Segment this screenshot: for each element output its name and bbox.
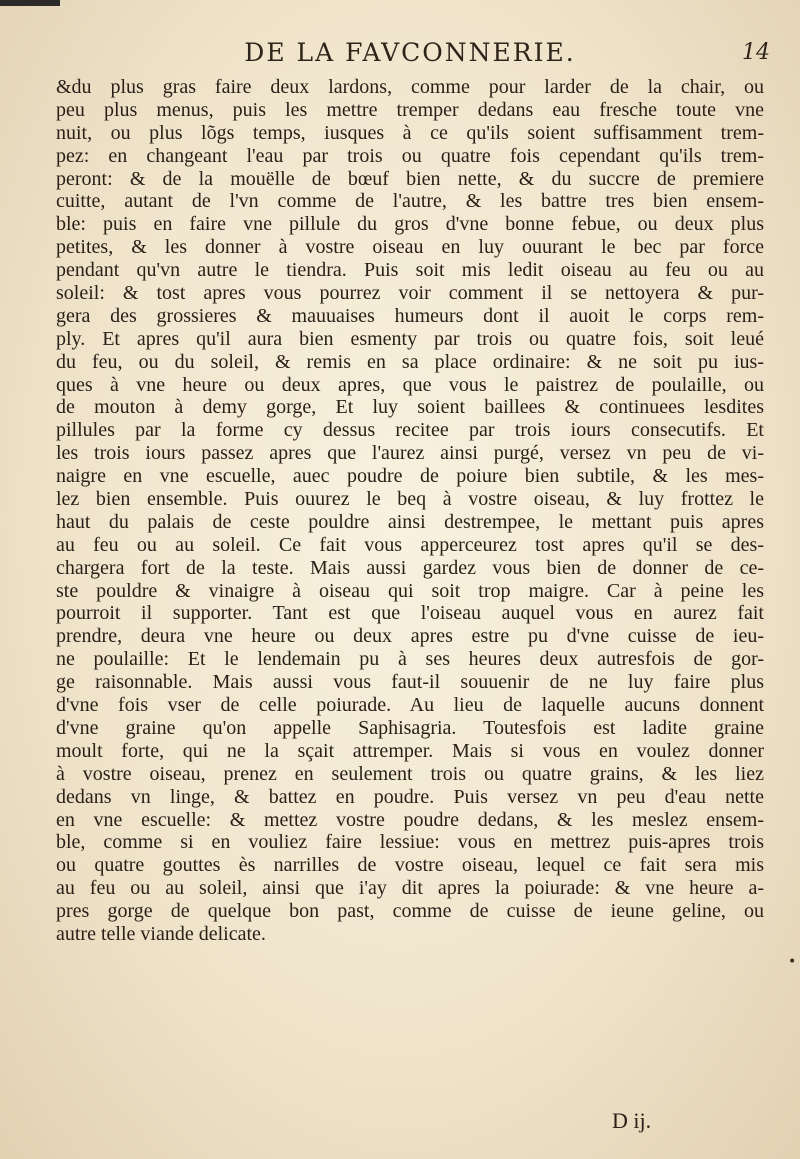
- text-line: ste pouldre & vinaigre à oiseau qui soit trop maigre. Car à peine les: [56, 579, 764, 602]
- text-line: ge raisonnable. Mais aussi vous faut-il souuenir de ne luy faire plus: [56, 671, 764, 694]
- text-line: soleil: & tost apres vous pourrez voir comment il se nettoyera & pur-: [56, 282, 764, 305]
- text-line: peu plus menus, puis les mettre tremper dedans eau fresche toute vne: [56, 98, 764, 121]
- page-header: [50, 38, 770, 72]
- text-line: haut du palais de ceste pouldre ainsi destrempee, le mettant puis apres: [56, 510, 764, 533]
- text-line: pez: en changeant l'eau par trois ou quatre fois cependant qu'ils trem-: [56, 144, 764, 167]
- scan-corner-mark: [0, 0, 60, 6]
- text-line: chargera fort de la teste. Mais aussi gardez vous bien de donner de ce-: [56, 556, 764, 579]
- text-line: de mouton à demy gorge, Et luy soient baillees & continuees lesdites: [56, 396, 764, 419]
- text-line: à vostre oiseau, prenez en seulement trois ou quatre grains, & les liez: [56, 762, 764, 785]
- text-line: d'vne fois vser de celle poiurade. Au lieu de laquelle aucuns donnent: [56, 694, 764, 717]
- text-line: d'vne graine qu'on appelle Saphisagria. Toutesfois est ladite graine: [56, 716, 764, 739]
- text-line: pendant qu'vn autre le tiendra. Puis soit mis ledit oiseau au feu ou au: [56, 259, 764, 282]
- text-line: petites, & les donner à vostre oiseau en luy ouurant le bec par force: [56, 236, 764, 259]
- margin-mark: •: [788, 954, 797, 970]
- text-line: ques à vne heure ou deux apres, que vous le paistrez de poulaille, ou: [56, 373, 764, 396]
- text-line: nuit, ou plus lõgs temps, iusques à ce qu'ils soient suffisamment trem-: [56, 121, 764, 144]
- page-number: 14: [742, 40, 770, 65]
- text-line: pourroit il supporter. Tant est que l'oiseau auquel vous en aurez fait: [56, 602, 764, 625]
- text-line: autre telle viande delicate.: [56, 922, 266, 945]
- text-line: les trois iours passez apres que l'aurez ainsi purgé, versez vn peu de vi-: [56, 442, 764, 465]
- text-line: peront: & de la mouëlle de bœuf bien nette, & du succre de premiere: [56, 167, 764, 190]
- text-line: prendre, deura vne heure ou deux apres estre pu d'vne cuisse de ieu-: [56, 625, 764, 648]
- text-line: &du plus gras faire deux lardons, comme pour larder de la chair, ou: [56, 76, 764, 98]
- body-text: [56, 76, 764, 946]
- signature-mark: D ij.: [612, 1108, 652, 1133]
- text-line: cuitte, autant de l'vn comme de l'autre, & les battre tres bien ensem-: [56, 190, 764, 213]
- text-line: au feu ou au soleil, ainsi que i'ay dit apres la poiurade: & vne heure a-: [56, 877, 764, 900]
- text-line: moult forte, qui ne la sçait attremper. Mais si vous en voulez donner: [56, 739, 764, 762]
- text-line: ou quatre gouttes ès narrilles de vostre oiseau, lequel ce fait sera mis: [56, 854, 764, 877]
- text-line: naigre en vne escuelle, auec poudre de poiure bien subtile, & les mes-: [56, 465, 764, 488]
- text-line: ne poulaille: Et le lendemain pu à ses heures deux autresfois de gor-: [56, 648, 764, 671]
- text-line: ble: puis en faire vne pillule du gros d'vne bonne febue, ou deux plus: [56, 213, 764, 236]
- text-line: ble, comme si en vouliez faire lessiue: vous en mettrez puis-apres trois: [56, 831, 764, 854]
- text-line: du feu, ou du soleil, & remis en sa place ordinaire: & ne soit pu ius-: [56, 350, 764, 373]
- text-line: en vne escuelle: & mettez vostre poudre dedans, & les meslez ensem-: [56, 808, 764, 831]
- text-line: gera des grossieres & mauuaises humeurs dont il auoit le corps rem-: [56, 304, 764, 327]
- text-line: pillules par la forme cy dessus recitee par trois iours consecutifs. Et: [56, 419, 764, 442]
- running-head: DE LA FAVCONNERIE.: [244, 38, 576, 67]
- text-line: pres gorge de quelque bon past, comme de cuisse de ieune geline, ou: [56, 900, 764, 923]
- text-line: ply. Et apres qu'il aura bien esmenty par trois ou quatre fois, soit leué: [56, 327, 764, 350]
- text-line: lez bien ensemble. Puis ouurez le beq à vostre oiseau, & luy frottez le: [56, 488, 764, 511]
- text-line: au feu ou au soleil. Ce fait vous apperceurez tost apres qu'il se des-: [56, 533, 764, 556]
- text-line: dedans vn linge, & battez en poudre. Puis versez vn peu d'eau nette: [56, 785, 764, 808]
